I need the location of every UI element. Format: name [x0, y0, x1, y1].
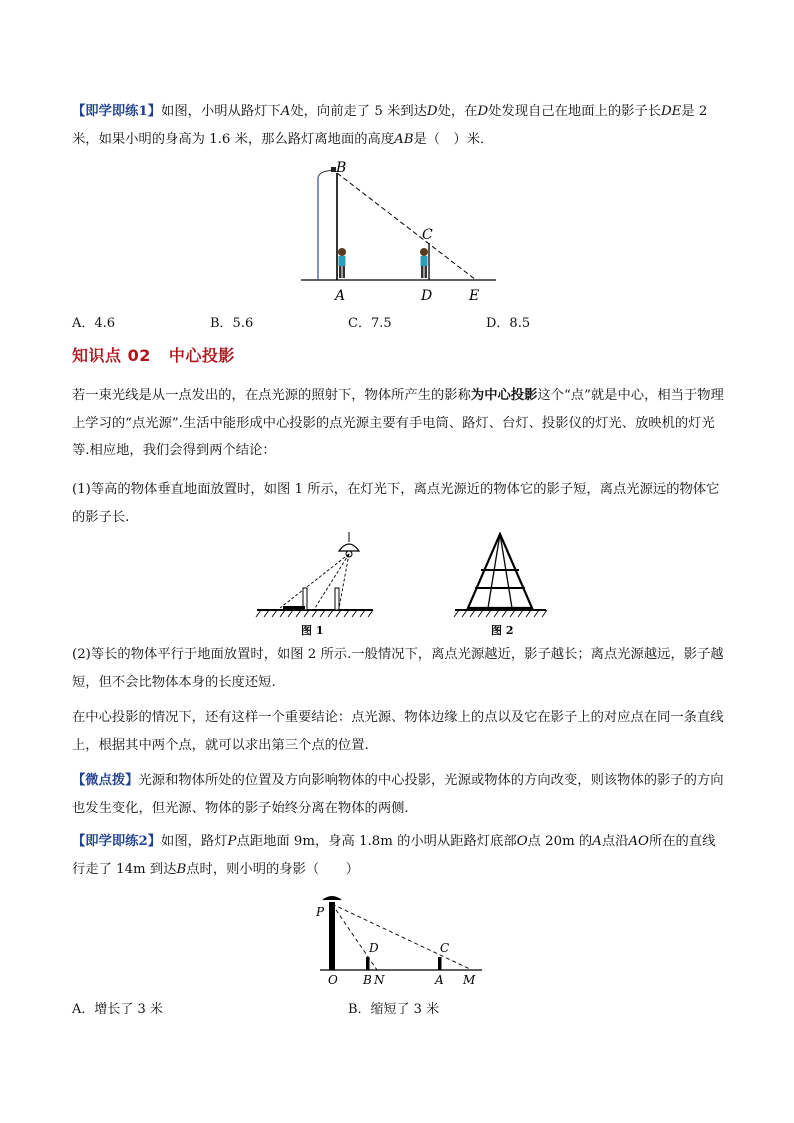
q2-var: P — [227, 834, 237, 849]
q1-var: AB — [394, 131, 414, 147]
option-d[interactable]: D．8.5 — [486, 316, 531, 331]
q2-text: 点沿 — [601, 834, 629, 849]
label-M: M — [463, 973, 476, 987]
figure-1-label: 图 1 — [301, 624, 324, 637]
figure-1 — [255, 532, 375, 642]
exercise-1-tag: 【即学即练1】 — [72, 104, 162, 119]
figure-2 — [453, 532, 548, 642]
q1-text: 如图，小明从路灯下 — [161, 104, 281, 119]
q2-var: B — [176, 861, 187, 877]
q1-var: D — [426, 104, 438, 119]
section-number: 知识点 02 — [72, 346, 151, 365]
label-B: B — [363, 973, 372, 987]
option-a[interactable]: A．4.6 — [72, 316, 116, 331]
label-P: P — [316, 905, 325, 919]
label-C: C — [422, 227, 433, 243]
label-D: D — [369, 941, 379, 955]
q1-text: 处，向前走了 5 米到达 — [290, 104, 427, 119]
label-N: N — [374, 973, 385, 987]
q2-text: 如图，路灯 — [161, 834, 228, 849]
label-O: O — [328, 973, 338, 987]
tip-paragraph — [72, 767, 724, 822]
option-b[interactable]: B．缩短了 3 米 — [348, 1002, 440, 1017]
label-D: D — [421, 288, 433, 304]
q1-text: 是 2 米，如果小明的身高为 1.6 米，那么路灯离地面的高度 — [72, 104, 708, 147]
exercise-2-question — [72, 828, 724, 883]
q1-var: DE — [661, 104, 682, 119]
q2-text: 所在的直线行走了 14m 到达 — [72, 834, 716, 877]
intro-text: 这个“点”就是中心，相当于物理上学习的“点光源”.生活中能形成中心投影的点光源主要有手电筒、路灯、台灯、投影仪的灯光、放映机的灯光等.相应地，我们会得到两个结论： — [72, 388, 724, 458]
q2-var: O — [516, 834, 528, 849]
tip-tag: 【微点拨】 — [72, 773, 139, 788]
section-title: 中心投影 — [168, 346, 235, 365]
q2-text: 点 20m 的 — [527, 834, 593, 849]
boy-icon — [338, 248, 346, 278]
conclusion-3: 在中心投影的情况下，还有这样一个重要结论：点光源、物体边缘上的点以及它在影子上的对应点在同一条直线上，根据其中两个点，就可以求出第三个点的位置. — [72, 710, 724, 753]
q2-text: 点距地面 9m，身高 1.8m 的小明从距路灯底部 — [236, 834, 517, 849]
intro-bold-term: 为中心投影 — [470, 388, 538, 403]
lamp-figure — [312, 890, 492, 990]
streetlamp-figure — [296, 155, 501, 307]
exercise-2-tag: 【即学即练2】 — [72, 834, 162, 849]
option-a[interactable]: A．增长了 3 米 — [72, 1002, 163, 1017]
q2-text: 点时，则小明的身影（ ） — [186, 861, 360, 877]
boy-icon — [420, 248, 428, 278]
exercise-1-question — [72, 98, 724, 153]
q1-var: A — [280, 104, 291, 119]
tip-text: 光源和物体所处的位置及方向影响物体的中心投影，光源或物体的方向改变，则该物体的影子的方向也发生变化，但光源、物体的影子始终分离在物体的两侧. — [72, 773, 724, 816]
label-C: C — [440, 941, 450, 955]
label-A: A — [435, 973, 444, 987]
intro-paragraph — [72, 382, 724, 465]
conclusion-1: (1)等高的物体垂直地面放置时，如图 1 所示，在灯光下，离点光源近的物体它的影子短，离点光源远的物体它的影子长. — [72, 482, 720, 525]
option-c[interactable]: C．7.5 — [348, 316, 392, 331]
figure-2-label: 图 2 — [491, 624, 514, 637]
q2-var: A — [592, 834, 602, 849]
q1-text: 是（ ）米． — [413, 131, 494, 147]
q2-var: AO — [628, 834, 649, 849]
label-A: A — [335, 288, 346, 304]
intro-text: 若一束光线是从一点发出的，在点光源的照射下，物体所产生的影称 — [72, 388, 471, 403]
q1-text: 处发现自己在地面上的影子长 — [488, 104, 662, 119]
q1-var: D — [477, 104, 489, 119]
option-b[interactable]: B．5.6 — [210, 316, 254, 331]
label-E: E — [469, 288, 480, 304]
section-heading — [72, 343, 235, 366]
label-B: B — [336, 160, 347, 176]
conclusion-2: (2)等长的物体平行于地面放置时，如图 2 所示.一般情况下，离点光源越近，影子越长；离点光源越远，影子越短，但不会比物体本身的长度还短. — [72, 647, 724, 690]
q1-text: 处，在 — [437, 104, 478, 119]
